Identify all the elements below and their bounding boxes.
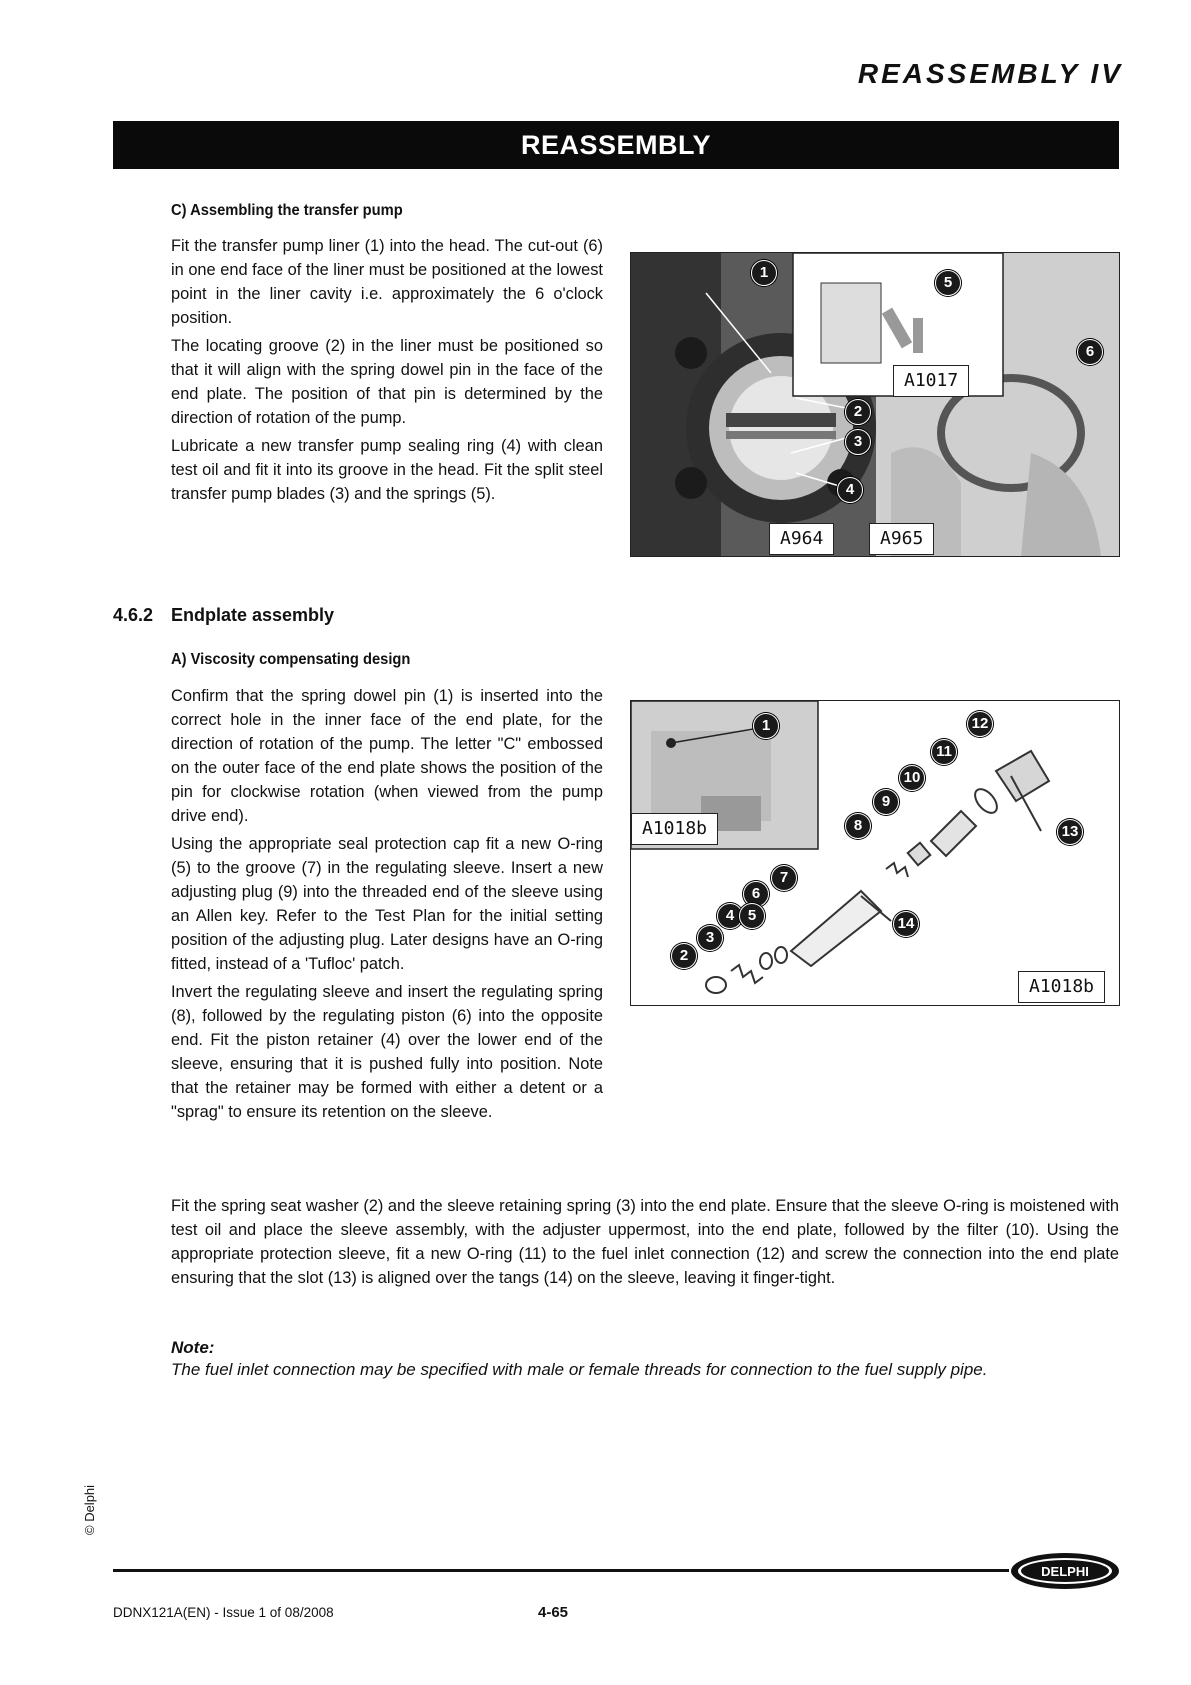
- subheading-transfer-pump: C) Assembling the transfer pump: [171, 202, 403, 219]
- callout-2: 2: [671, 943, 697, 969]
- callout-7: 7: [771, 865, 797, 891]
- callout-14: 14: [893, 911, 919, 937]
- callout-5: 5: [935, 270, 961, 296]
- callout-10: 10: [899, 765, 925, 791]
- document-number: DDNX121A(EN) - Issue 1 of 08/2008: [113, 1605, 334, 1620]
- callout-9: 9: [873, 789, 899, 815]
- chapter-header: REASSEMBLY IV: [857, 58, 1123, 89]
- footer-rule: [113, 1569, 1009, 1572]
- page-number: 4-65: [538, 1604, 569, 1621]
- note-label: Note:: [171, 1338, 215, 1357]
- callout-8: 8: [845, 813, 871, 839]
- callout-6: 6: [1077, 339, 1103, 365]
- callout-4: 4: [837, 477, 863, 503]
- endplate-text: [171, 684, 603, 1128]
- paragraph: Using the appropriate seal protection cap fit a new O-ring (5) to the groove (7) in the regulating sleeve. Insert a new adjusting plug (9) into the threaded end of the sleeve using an Allen key. Refer to the Test Plan for the initial setting position of the adjusting plug. Later designs have an O-ring fitted, instead of a 'Tufloc' patch.: [171, 835, 603, 973]
- callout-11: 11: [931, 739, 957, 765]
- logo-text: DELPHI: [1041, 1564, 1089, 1579]
- figure-label-a1017: A1017: [893, 365, 969, 397]
- paragraph: Fit the transfer pump liner (1) into the head. The cut-out (6) in one end face of the liner must be positioned at the lowest point in the liner cavity i.e. approximately the 6 o'clock position.: [171, 237, 603, 327]
- callout-5: 5: [739, 903, 765, 929]
- section-number: 4.6.2: [113, 605, 154, 625]
- callout-3: 3: [845, 429, 871, 455]
- paragraph: The locating groove (2) in the liner must be positioned so that it will align with the spring dowel pin in the face of the end plate. The position of that pin is determined by the direction of rotation of the pump.: [171, 337, 603, 427]
- figure-label-a1018b: A1018b: [1018, 971, 1105, 1003]
- callout-2: 2: [845, 399, 871, 425]
- delphi-logo: [1010, 1552, 1120, 1590]
- figure-label-a1018b-inset: A1018b: [631, 813, 718, 845]
- callout-3: 3: [697, 925, 723, 951]
- callout-1: 1: [751, 260, 777, 286]
- subheading-viscosity: A) Viscosity compensating design: [171, 651, 411, 668]
- paragraph: Confirm that the spring dowel pin (1) is inserted into the correct hole in the inner face of the end plate, for the direction of rotation of the pump. The letter "C" embossed on the outer face of the end plate shows the position of the pin for clockwise rotation (when viewed from the pump drive end).: [171, 687, 603, 825]
- transfer-pump-illustration: [631, 253, 1119, 556]
- callout-1: 1: [753, 713, 779, 739]
- section-banner: REASSEMBLY: [113, 121, 1119, 169]
- endplate-full-paragraph: Fit the spring seat washer (2) and the sleeve retaining spring (3) into the end plate. Ensure that the sleeve O-ring is moistened with test oil and place the sleeve assembly, with the adjuster uppermost, into the end plate, followed by the filter (10). Using the appropriate protection sleeve, fit a new O-ring (11) to the fuel inlet connection (12) and screw the connection into the end plate ensuring that the slot (13) is aligned over the tangs (14) on the sleeve, leaving it finger-tight.: [171, 1197, 1119, 1287]
- figure-label-a965: A965: [869, 523, 934, 555]
- paragraph: Lubricate a new transfer pump sealing ring (4) with clean test oil and fit it into its groove in the head. Fit the split steel transfer pump blades (3) and the springs (5).: [171, 437, 603, 503]
- endplate-illustration: [631, 701, 1119, 1005]
- section-heading-endplate: [113, 605, 334, 626]
- note-text: The fuel inlet connection may be specified with male or female threads for connection to the fuel supply pipe.: [171, 1360, 988, 1379]
- section-title: Endplate assembly: [171, 605, 335, 625]
- callout-4: 4: [717, 903, 743, 929]
- callout-12: 12: [967, 711, 993, 737]
- transfer-pump-figure: [630, 252, 1120, 557]
- copyright: © Delphi: [82, 1484, 97, 1535]
- callout-13: 13: [1057, 819, 1083, 845]
- figure-label-a964: A964: [769, 523, 834, 555]
- endplate-figure: [630, 700, 1120, 1006]
- transfer-pump-text: [171, 234, 603, 510]
- paragraph: Invert the regulating sleeve and insert the regulating spring (8), followed by the regulating piston (6) into the opposite end. Fit the piston retainer (4) over the lower end of the sleeve, ensuring that it is pushed fully into position. Note that the retainer may be formed with either a detent or a "sprag" to ensure its retention on the sleeve.: [171, 983, 603, 1121]
- callout-6: 6: [743, 881, 769, 907]
